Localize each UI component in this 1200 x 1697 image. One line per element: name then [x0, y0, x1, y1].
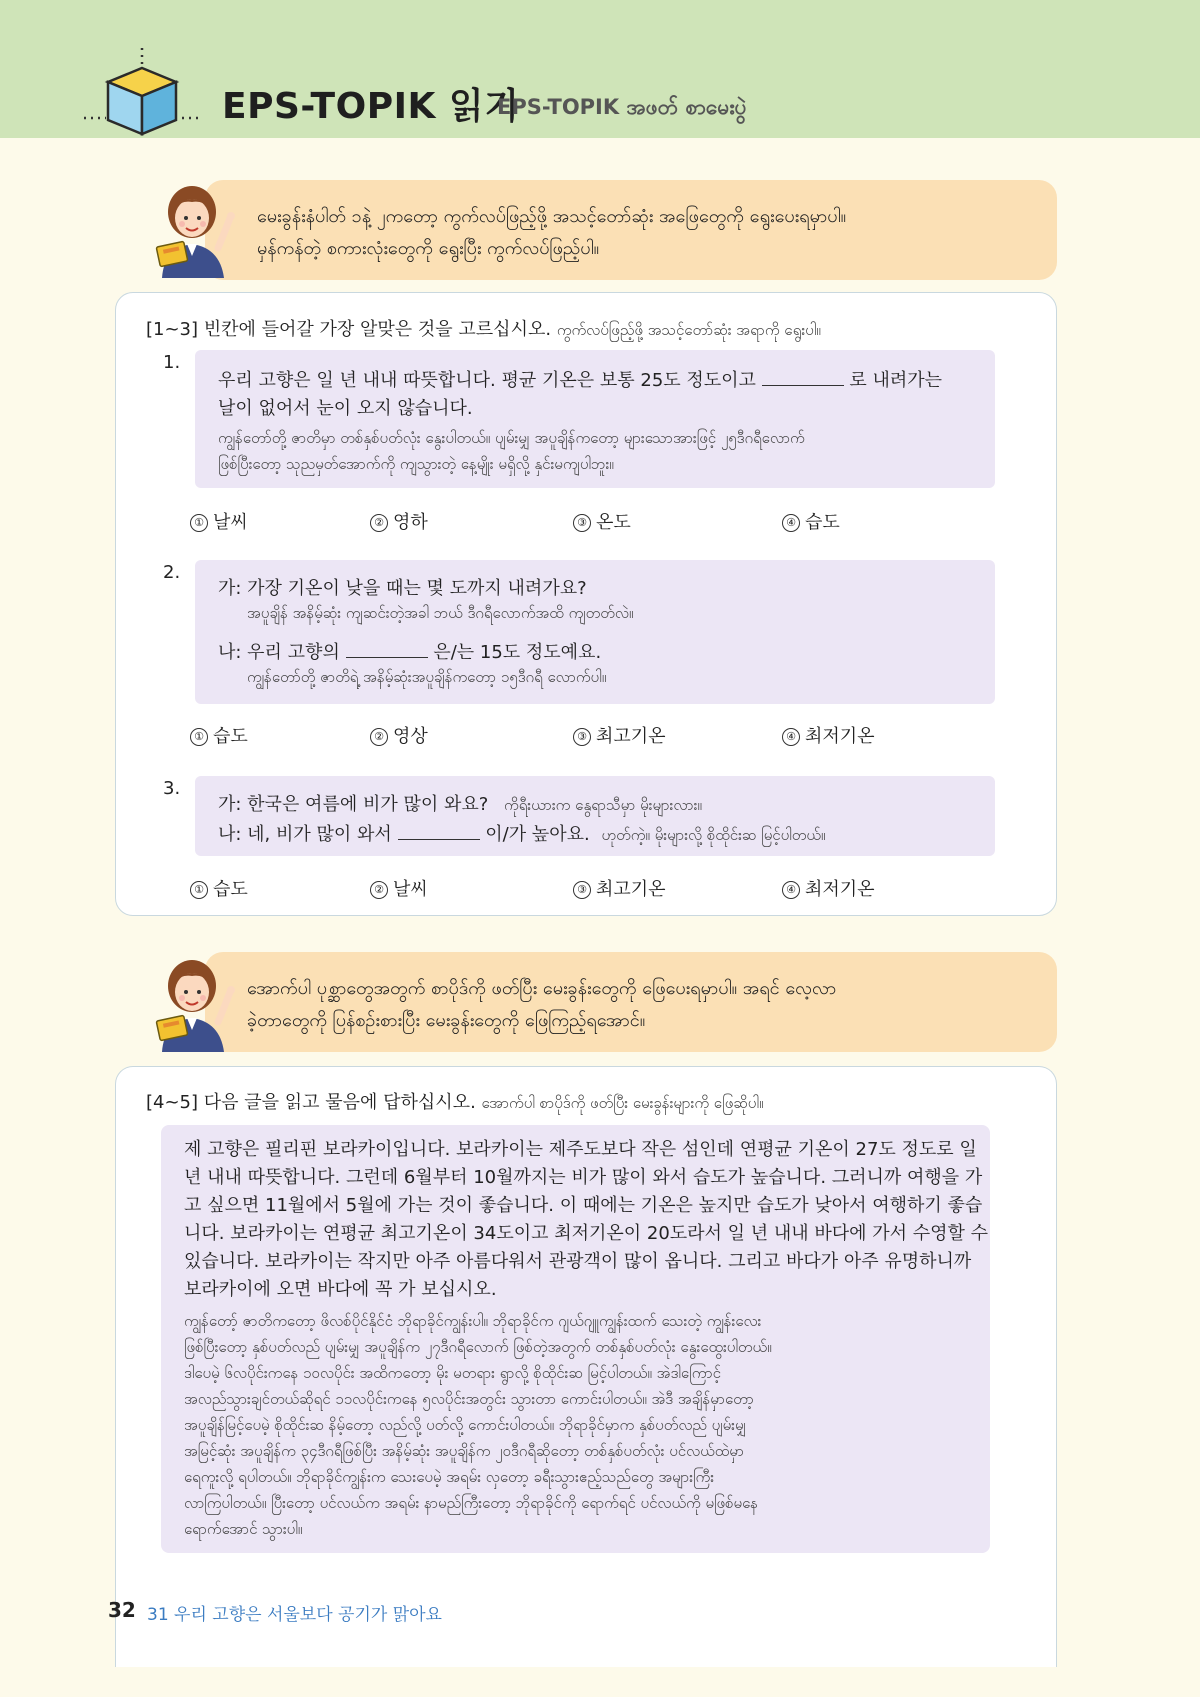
question-1-option-2[interactable]: ② 영하 [370, 508, 428, 534]
passage-korean-line: 고 싶으면 11월에서 5월에 가는 것이 좋습니다. 이 때에는 기온은 높지만 습도가 낮아서 여행하기 좋습 [184, 1195, 983, 1216]
bubble-1-line-2: မှန်ကန်တဲ့ စကားလုံးတွေကို ရွေးပြီး ကွက်လပ်ဖြည့်ပါ။ [257, 238, 600, 259]
passage-korean-line: 년 내내 따뜻합니다. 그런데 6월부터 10월까지는 비가 많이 와서 습도가 높습니다. 그러니까 여행을 가 [184, 1167, 983, 1188]
passage-korean-line: 있습니다. 보라카이는 작지만 아주 아름다워서 관광객이 많이 옵니다. 그리고 바다가 아주 유명하니까 [184, 1251, 972, 1272]
question-1-korean-line-1: 우리 고향은 일 년 내내 따뜻합니다. 평균 기온은 보통 25도 정도이고 로 내려가는 [218, 370, 943, 391]
page-title: EPS-TOPIK 읽기 [222, 86, 520, 127]
question-3-option-4[interactable]: ④ 최저기온 [782, 875, 875, 901]
cube-icon [84, 48, 204, 143]
passage-myanmar-line: ဒါပေမဲ့ ၆လပိုင်းကနေ ၁၀လပိုင်း အထိကတော့ မိုး မတရား ရွာလို့ စိုထိုင်းဆ မြင့်ပါတယ်။ အဲဒါကြောင့် [184, 1364, 721, 1382]
chapter-title: 31 우리 고향은 서울보다 공기가 맑아요 [147, 1605, 442, 1625]
section-1-instruction [146, 315, 821, 343]
question-1-blank [762, 371, 844, 386]
question-3-blank [398, 825, 480, 840]
passage-myanmar-line: ရေကူးလို့ ရပါတယ်။ ဘိုရာခိုင်ကျွန်းက သေးပေမဲ့ အရမ်း လှတော့ ခရီးသွားဧည့်သည်တွေ အများကြီး [184, 1468, 715, 1486]
question-2-option-4[interactable]: ④ 최저기온 [782, 722, 875, 748]
question-3-box [195, 776, 995, 856]
teacher-illustration [152, 178, 242, 282]
page-subtitle: EPS-TOPIK အဖတ် စာမေးပွဲ [497, 95, 747, 119]
bubble-1-line-1: မေးခွန်းနံပါတ် ၁နဲ့ ၂ကတော့ ကွက်လပ်ဖြည့်ဖို့ အသင့်တော်ဆုံး အဖြေတွေကို ရွေးပေးရမှာပါ။ [257, 206, 847, 227]
instruction-myanmar: ကွက်လပ်ဖြည့်ဖို့ အသင့်တော်ဆုံး အရာကို ရွေးပါ။ [556, 321, 821, 339]
passage-myanmar-line: ဖြစ်ပြီးတော့ နှစ်ပတ်လည် ပျမ်းမျှ အပူချိန်က ၂၇ဒီဂရီလောက် ဖြစ်တဲ့အတွက် တစ်နှစ်ပတ်လုံး နွေးထွေးပါတယ်။ [184, 1338, 772, 1356]
question-2-option-2[interactable]: ② 영상 [370, 722, 428, 748]
question-1-box [195, 350, 995, 488]
passage-korean-line: 니다. 보라카이는 연평균 최고기온이 34도이고 최저기온이 20도라서 일 년 내내 바다에 가서 수영할 수 [184, 1223, 989, 1244]
teacher-illustration-2 [152, 952, 242, 1056]
question-2-option-1[interactable]: ① 습도 [190, 722, 248, 748]
question-2-myanmar-line-2: ကျွန်တော်တို့ ဇာတိရဲ့ အနိမ့်ဆုံးအပူချိန်ကတော့ ၁၅ဒီဂရီ လောက်ပါ။ [247, 668, 607, 686]
question-3-korean-line-2: 나: 네, 비가 많이 와서 이/가 높아요. ဟုတ်ကဲ့။ မိုးများလို့ စိုထိုင်းဆ မြင့်ပါတယ်။ [218, 824, 826, 845]
question-3-option-1[interactable]: ① 습도 [190, 875, 248, 901]
passage-myanmar-line: ကျွန်တော့် ဇာတိကတော့ ဖိလစ်ပိုင်နိုင်ငံ ဘိုရာခိုင်ကျွန်းပါ။ ဘိုရာခိုင်က ဂျယ်ဂျူကျွန်းထက် သေးတဲ့ ကျွန်းလေး [184, 1312, 762, 1330]
instruction-bubble-2 [205, 952, 1057, 1052]
question-3-option-3[interactable]: ③ 최고기온 [573, 875, 666, 901]
passage-myanmar-line: အပူချိန်မြင့်ပေမဲ့ စိုထိုင်းဆ နိမ့်တော့ လည်လို့ ပတ်လို့ ကောင်းပါတယ်။ ဘိုရာခိုင်မှာက နှစ်ပတ်လည် ပျမ်းမျှ [184, 1416, 747, 1434]
question-1-option-4[interactable]: ④ 습도 [782, 508, 840, 534]
reading-passage [161, 1125, 990, 1553]
passage-korean-line: 제 고향은 필리핀 보라카이입니다. 보라카이는 제주도보다 작은 섬인데 연평균 기온이 27도 정도로 일 [184, 1139, 977, 1160]
question-2-number: 2. [163, 562, 181, 583]
question-1-korean-line-2: 날이 없어서 눈이 오지 않습니다. [218, 398, 473, 419]
question-2-korean-line-2: 나: 우리 고향의 은/는 15도 정도예요. [218, 642, 602, 663]
question-3-number: 3. [163, 778, 181, 799]
question-2-korean-line-1: 가: 가장 기온이 낮을 때는 몇 도까지 내려가요? [218, 578, 587, 599]
bubble-2-line-2: ခဲ့တာတွေကို ပြန်စဉ်းစားပြီး မေးခွန်းတွေကို ဖြေကြည့်ရအောင်။ [247, 1010, 646, 1031]
passage-korean-line: 보라카이에 오면 바다에 꼭 가 보십시오. [184, 1279, 497, 1300]
question-1-option-3[interactable]: ③ 온도 [573, 508, 631, 534]
instruction-korean-2: [4~5] 다음 글을 읽고 물음에 답하십시오. [146, 1092, 476, 1113]
question-1-number: 1. [163, 352, 181, 373]
question-1-myanmar-line-1: ကျွန်တော်တို့ ဇာတိမှာ တစ်နှစ်ပတ်လုံး နွေးပါတယ်။ ပျမ်းမျှ အပူချိန်ကတော့ များသောအားဖြင့် ၂၅ဒီဂရီလောက် [218, 429, 805, 447]
passage-myanmar-line: အမြင့်ဆုံး အပူချိန်က ၃၄ဒီဂရီဖြစ်ပြီး အနိမ့်ဆုံး အပူချိန်က ၂၀ဒီဂရီဆိုတော့ တစ်နှစ်ပတ်လုံး ပင်လယ်ထဲမှာ [184, 1442, 744, 1460]
instruction-myanmar-2: အောက်ပါ စာပိုဒ်ကို ဖတ်ပြီး မေးခွန်းများကို ဖြေဆိုပါ။ [481, 1094, 764, 1112]
question-3-myanmar-line-1: ကိုရီးယားက နွေရာသီမှာ မိုးများလား။ [504, 796, 702, 814]
question-3-option-2[interactable]: ② 날씨 [370, 875, 428, 901]
section-2-instruction [146, 1088, 763, 1116]
passage-myanmar-line: လာကြပါတယ်။ ပြီးတော့ ပင်လယ်က အရမ်း နာမည်ကြီးတော့ ဘိုရာခိုင်ကို ရောက်ရင် ပင်လယ်ကို မဖြစ်မနေ [184, 1494, 759, 1512]
bubble-2-line-1: အောက်ပါ ပုစ္ဆာတွေအတွက် စာပိုဒ်ကို ဖတ်ပြီး မေးခွန်းတွေကို ဖြေပေးရမှာပါ။ အရင် လေ့လာ [247, 978, 837, 999]
question-1-myanmar-line-2: ဖြစ်ပြီးတော့ သုညမှတ်အောက်ကို ကျသွားတဲ့ နေ့မျိုး မရှိလို့ နှင်းမကျပါဘူး။ [218, 455, 614, 473]
question-2-option-3[interactable]: ③ 최고기온 [573, 722, 666, 748]
question-2-myanmar-line-1: အပူချိန် အနိမ့်ဆုံး ကျဆင်းတဲ့အခါ ဘယ် ဒီဂရီလောက်အထိ ကျတတ်လဲ။ [247, 604, 634, 622]
question-2-blank [346, 643, 428, 658]
passage-myanmar-line: ရောက်အောင် သွားပါ။ [184, 1520, 303, 1538]
question-3-korean-line-1: 가: 한국은 여름에 비가 많이 와요? ကိုရီးယားက နွေရာသီမှာ မိုးများလား။ [218, 794, 702, 815]
question-3-myanmar-line-2: ဟုတ်ကဲ့။ မိုးများလို့ စိုထိုင်းဆ မြင့်ပါတယ်။ [601, 826, 826, 844]
instruction-bubble-1 [205, 180, 1057, 280]
page-number: 32 [108, 1598, 136, 1622]
question-2-box [195, 560, 995, 704]
instruction-korean: [1~3] 빈칸에 들어갈 가장 알맞은 것을 고르십시오. [146, 319, 552, 340]
question-1-option-1[interactable]: ① 날씨 [190, 508, 248, 534]
passage-myanmar-line: အလည်သွားချင်တယ်ဆိုရင် ၁၁လပိုင်းကနေ ၅လပိုင်းအတွင်း သွားတာ ကောင်းပါတယ်။ အဲဒီ အချိန်မှာတော့ [184, 1390, 754, 1408]
